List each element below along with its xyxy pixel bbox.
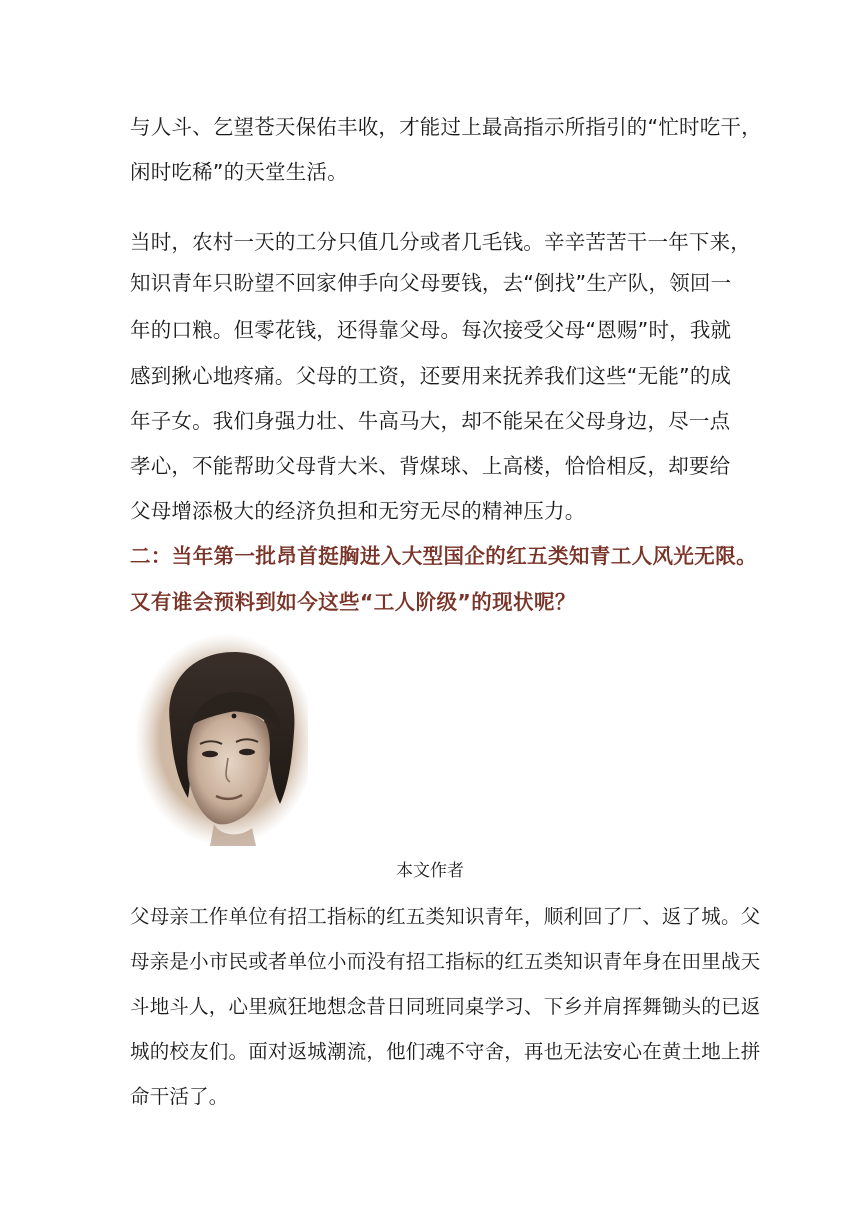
paragraph-line: 命干活了。 — [130, 1085, 229, 1108]
paragraph-line: 母亲是小市民或者单位小而没有招工指标的红五类知识青年身在田里战天 — [130, 950, 761, 973]
paragraph-line: 父母增添极大的经济负担和无穷无尽的精神压力。 — [130, 499, 586, 523]
paragraph-line: 斗地斗人，心里疯狂地想念昔日同班同桌学习、下乡并肩挥舞锄头的已返 — [130, 995, 761, 1018]
photo-caption: 本文作者 — [396, 861, 464, 881]
paragraph-line: 与人斗、乞望苍天保佑丰收，才能过上最高指示所指引的“忙时吃干， — [130, 115, 762, 139]
paragraph-line: 感到揪心地疼痛。父母的工资，还要用来抚养我们这些“无能”的成 — [130, 364, 732, 388]
paragraph-line: 闲时吃稀”的天堂生活。 — [130, 160, 348, 184]
author-photo — [130, 628, 308, 846]
heading-line: 又有谁会预料到如今这些“工人阶级”的现状呢？ — [130, 590, 576, 614]
paragraph-line: 当时，农村一天的工分只值几分或者几毛钱。辛辛苦苦干一年下来， — [130, 230, 751, 254]
paragraph-line: 年的口粮。但零花钱，还得靠父母。每次接受父母“恩赐”时，我就 — [130, 318, 732, 342]
paragraph-line: 孝心，不能帮助父母背大米、背煤球、上高楼，恰恰相反，却要给 — [130, 454, 731, 478]
paragraph-line: 知识青年只盼望不回家伸手向父母要钱，去“倒找”生产队，领回一 — [130, 271, 732, 295]
paragraph-line: 城的校友们。面对返城潮流，他们魂不守舍，再也无法安心在黄土地上拼 — [130, 1040, 761, 1063]
paragraph-line: 年子女。我们身强力壮、牛高马大，却不能呆在父母身边，尽一点 — [130, 409, 731, 433]
heading-line: 二：当年第一批昂首挺胸进入大型国企的红五类知青工人风光无限。 — [130, 544, 757, 568]
paragraph-line: 父母亲工作单位有招工指标的红五类知识青年，顺利回了厂、返了城。父 — [130, 905, 761, 928]
